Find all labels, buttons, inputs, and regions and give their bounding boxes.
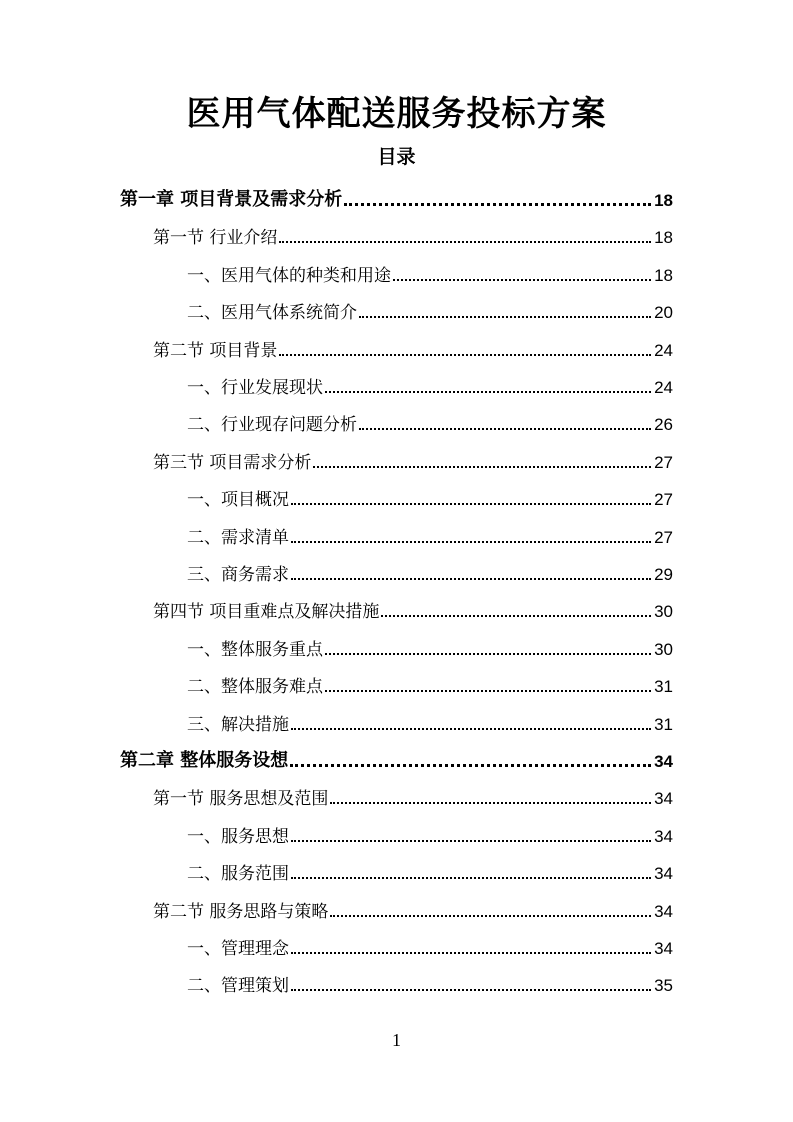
toc-entry-label: 一、服务思想 (187, 826, 289, 847)
toc-entry-page: 27 (654, 527, 673, 547)
toc-entry-page: 26 (654, 415, 673, 435)
dot-leader (330, 915, 651, 917)
document-title: 医用气体配送服务投标方案 (186, 94, 607, 134)
dot-leader (279, 241, 651, 243)
toc-entry-label: 三、解决措施 (187, 714, 289, 735)
toc-entry-label: 第四节 项目重难点及解决措施 (153, 602, 380, 623)
toc-entry-label: 第一节 行业介绍 (153, 228, 278, 249)
toc-entry-page: 18 (654, 265, 673, 285)
toc-entry-page: 18 (654, 228, 673, 248)
dot-leader (291, 840, 651, 842)
toc-entry[interactable] (187, 249, 673, 286)
toc-entry[interactable] (187, 698, 673, 735)
toc-entry[interactable] (153, 772, 673, 809)
toc-entry-page: 18 (654, 191, 673, 210)
toc-heading: 目录 (377, 146, 416, 168)
toc-entry-page: 24 (654, 378, 673, 397)
toc-entry-page: 34 (654, 752, 673, 771)
toc-entry[interactable] (187, 473, 673, 510)
toc-entry-page: 29 (654, 565, 673, 584)
toc-entry[interactable] (187, 922, 673, 959)
toc-entry[interactable] (187, 959, 673, 996)
toc-entry-page: 31 (654, 677, 673, 697)
toc-entry-label: 第一节 服务思想及范围 (153, 789, 329, 810)
toc-entry[interactable] (120, 735, 673, 772)
toc-entry-label: 一、项目概况 (187, 490, 289, 511)
toc-entry-label: 第二章 整体服务设想 (120, 750, 289, 771)
toc-entry-page: 34 (654, 939, 673, 958)
toc-entry[interactable] (120, 174, 673, 211)
dot-leader (393, 279, 651, 281)
dot-leader (291, 877, 651, 879)
dot-leader (359, 428, 651, 430)
toc-entry[interactable] (187, 548, 673, 585)
dot-leader (291, 541, 651, 543)
toc-entry-page: 34 (654, 789, 673, 809)
toc-entry-label: 一、整体服务重点 (187, 639, 323, 660)
toc-entry-page: 24 (654, 340, 673, 360)
toc-entry-page: 27 (654, 452, 673, 472)
toc-entry[interactable] (153, 585, 673, 622)
dot-leader (291, 728, 651, 730)
toc-entry-label: 二、管理策划 (187, 976, 289, 997)
toc-entry[interactable] (153, 885, 673, 922)
page-number: 1 (392, 1030, 401, 1050)
toc-entry-label: 二、医用气体系统简介 (187, 303, 357, 324)
toc-entry[interactable] (187, 847, 673, 884)
dot-leader (330, 802, 651, 804)
toc-entry[interactable] (153, 324, 673, 361)
toc-entry-label: 一、医用气体的种类和用途 (187, 265, 391, 286)
dot-leader (291, 578, 651, 580)
dot-leader (359, 316, 651, 318)
toc-entry-label: 第一章 项目背景及需求分析 (120, 189, 343, 210)
toc-entry-label: 三、商务需求 (187, 565, 289, 585)
dot-leader (291, 503, 651, 505)
toc-entry-label: 第二节 项目背景 (153, 340, 278, 361)
toc-entry[interactable] (153, 211, 673, 248)
toc-entry[interactable] (187, 511, 673, 548)
toc-entry-label: 二、需求清单 (187, 527, 289, 548)
toc-entry-label: 二、服务范围 (187, 864, 289, 885)
toc-entry-page: 31 (654, 714, 673, 734)
toc-entry-page: 30 (654, 602, 673, 622)
toc-entry-page: 34 (654, 901, 673, 921)
dot-leader (279, 354, 651, 356)
toc-entry[interactable] (187, 660, 673, 697)
toc-entry[interactable] (187, 810, 673, 847)
dot-leader (313, 466, 651, 468)
toc-entry-page: 20 (654, 303, 673, 323)
dot-leader (290, 764, 651, 767)
dot-leader (325, 690, 651, 692)
toc-entry-label: 二、行业现存问题分析 (187, 415, 357, 436)
toc-entry-page: 27 (654, 490, 673, 510)
toc-entry-label: 一、管理理念 (187, 939, 289, 959)
dot-leader (291, 989, 651, 991)
toc-entry-page: 30 (654, 639, 673, 659)
toc-entry-label: 第二节 服务思路与策略 (153, 901, 329, 922)
toc-entry[interactable] (153, 436, 673, 473)
toc-entry-page: 35 (654, 976, 673, 996)
dot-leader (344, 203, 651, 206)
toc-entry-label: 第三节 项目需求分析 (153, 452, 312, 473)
toc-entry-label: 二、整体服务难点 (187, 677, 323, 698)
toc-entry[interactable] (187, 286, 673, 323)
dot-leader (381, 615, 651, 617)
dot-leader (291, 952, 651, 954)
dot-leader (325, 391, 651, 393)
toc-entry[interactable] (187, 398, 673, 435)
toc-entry-page: 34 (654, 826, 673, 846)
toc-entry-label: 一、行业发展现状 (187, 378, 323, 398)
dot-leader (325, 653, 651, 655)
toc-entry[interactable] (187, 361, 673, 398)
toc-entry[interactable] (187, 623, 673, 660)
toc-entry-page: 34 (654, 864, 673, 884)
